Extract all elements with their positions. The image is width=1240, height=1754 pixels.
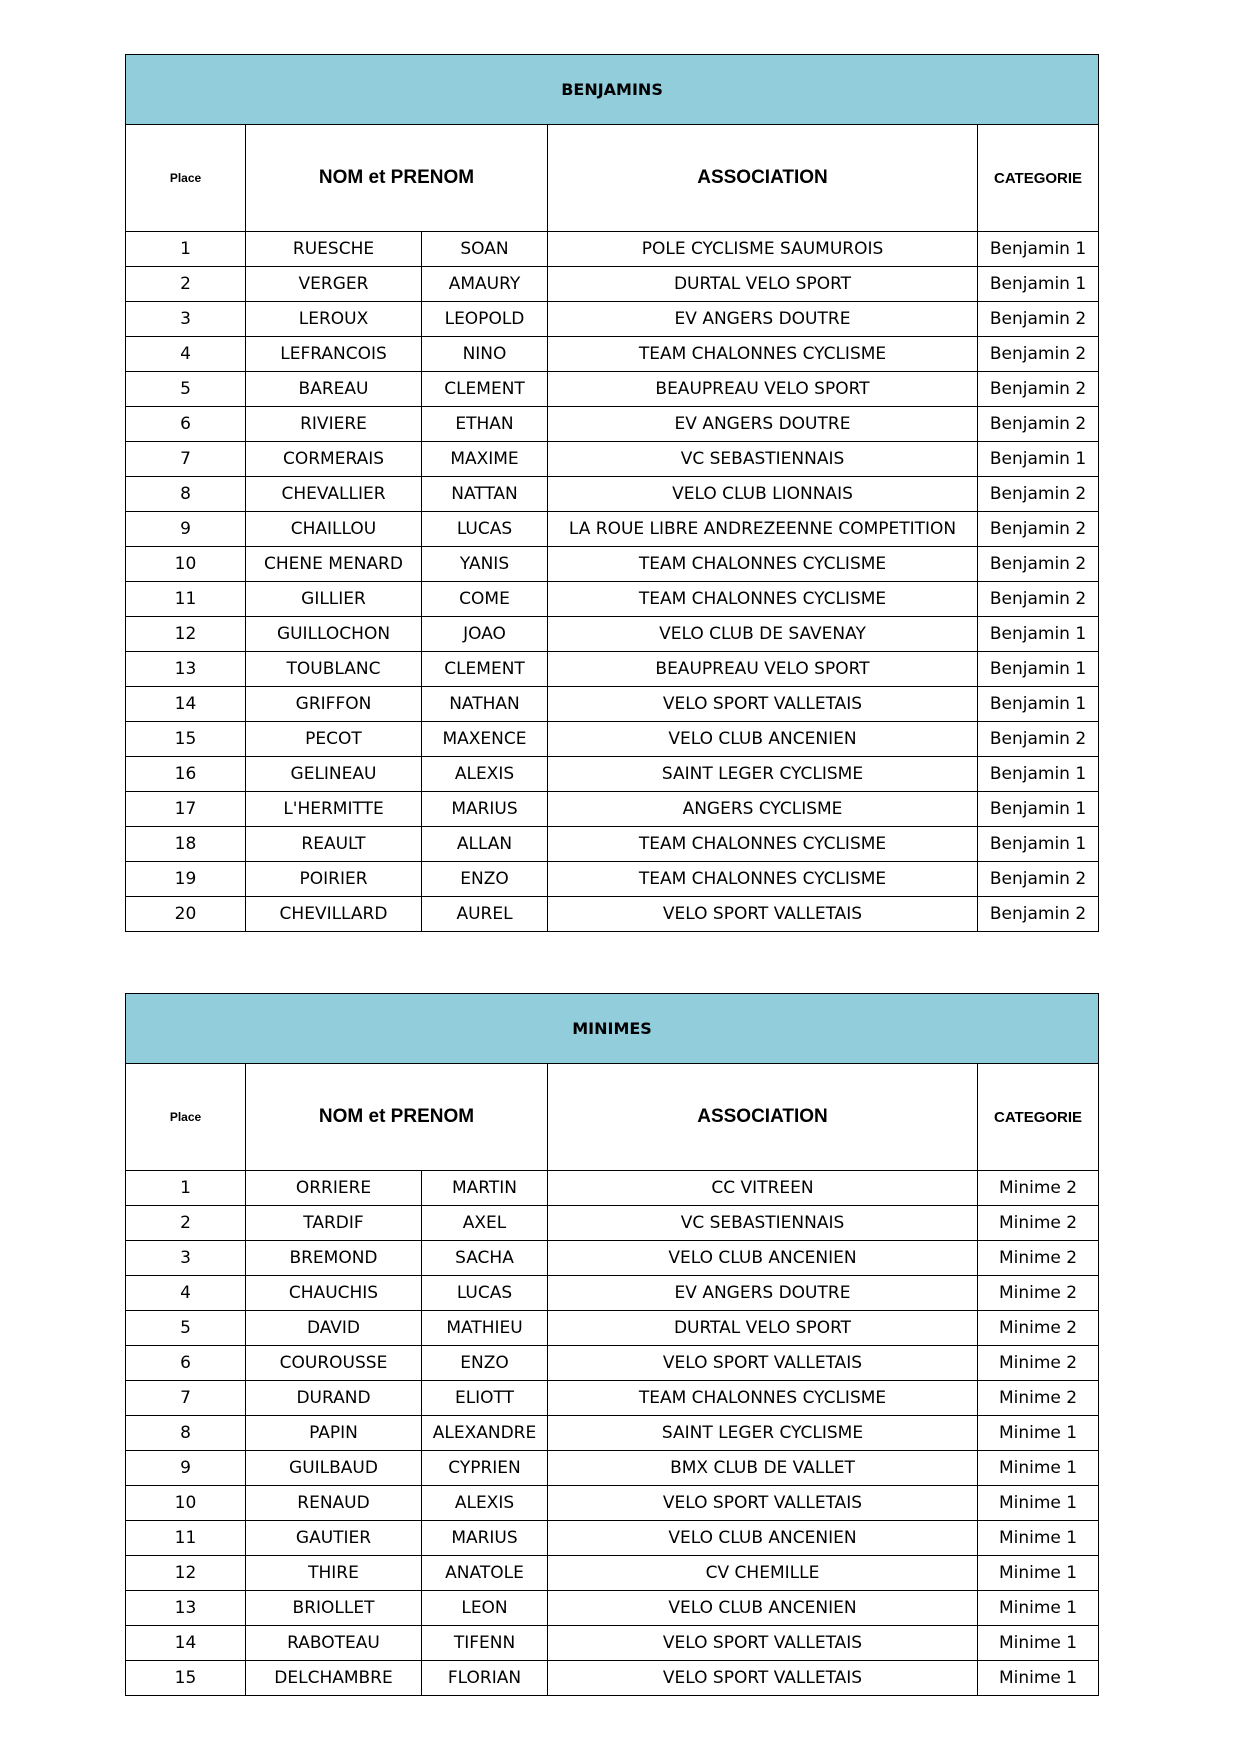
place-cell: 13 xyxy=(126,1591,246,1626)
association-cell: CC VITREEN xyxy=(548,1171,978,1206)
place-cell: 4 xyxy=(126,1276,246,1311)
table-row xyxy=(126,267,1099,302)
prenom-cell: ALEXIS xyxy=(422,757,548,792)
association-cell: ANGERS CYCLISME xyxy=(548,792,978,827)
nom-prenom-header: NOM et PRENOM xyxy=(246,1064,548,1171)
table-row xyxy=(126,1661,1099,1696)
table-row xyxy=(126,757,1099,792)
nom-cell: ORRIERE xyxy=(246,1171,422,1206)
place-cell: 5 xyxy=(126,1311,246,1346)
prenom-cell: LEON xyxy=(422,1591,548,1626)
table-row xyxy=(126,722,1099,757)
nom-cell: RIVIERE xyxy=(246,407,422,442)
categorie-cell: Benjamin 2 xyxy=(978,372,1099,407)
prenom-cell: TIFENN xyxy=(422,1626,548,1661)
nom-cell: THIRE xyxy=(246,1556,422,1591)
categorie-cell: Minime 1 xyxy=(978,1416,1099,1451)
categorie-cell: Benjamin 1 xyxy=(978,792,1099,827)
prenom-cell: AMAURY xyxy=(422,267,548,302)
place-cell: 5 xyxy=(126,372,246,407)
association-cell: VC SEBASTIENNAIS xyxy=(548,1206,978,1241)
nom-cell: TOUBLANC xyxy=(246,652,422,687)
association-cell: BMX CLUB DE VALLET xyxy=(548,1451,978,1486)
categorie-cell: Benjamin 1 xyxy=(978,827,1099,862)
association-cell: LA ROUE LIBRE ANDREZEENNE COMPETITION xyxy=(548,512,978,547)
place-cell: 6 xyxy=(126,1346,246,1381)
categorie-cell: Minime 1 xyxy=(978,1591,1099,1626)
nom-cell: VERGER xyxy=(246,267,422,302)
association-cell: TEAM CHALONNES CYCLISME xyxy=(548,1381,978,1416)
association-cell: VELO SPORT VALLETAIS xyxy=(548,1486,978,1521)
nom-cell: CHAILLOU xyxy=(246,512,422,547)
nom-cell: POIRIER xyxy=(246,862,422,897)
minimes-table xyxy=(125,993,1099,1696)
prenom-cell: MATHIEU xyxy=(422,1311,548,1346)
place-cell: 3 xyxy=(126,302,246,337)
categorie-cell: Minime 1 xyxy=(978,1486,1099,1521)
place-cell: 19 xyxy=(126,862,246,897)
nom-cell: COUROUSSE xyxy=(246,1346,422,1381)
prenom-cell: CYPRIEN xyxy=(422,1451,548,1486)
table-row xyxy=(126,1276,1099,1311)
table-row xyxy=(126,1206,1099,1241)
association-cell: POLE CYCLISME SAUMUROIS xyxy=(548,232,978,267)
table-row xyxy=(126,302,1099,337)
table-row xyxy=(126,1451,1099,1486)
prenom-cell: SOAN xyxy=(422,232,548,267)
nom-cell: BREMOND xyxy=(246,1241,422,1276)
categorie-cell: Benjamin 1 xyxy=(978,617,1099,652)
benjamins-table xyxy=(125,54,1099,932)
prenom-cell: NINO xyxy=(422,337,548,372)
table-row xyxy=(126,232,1099,267)
nom-cell: CHENE MENARD xyxy=(246,547,422,582)
association-cell: DURTAL VELO SPORT xyxy=(548,1311,978,1346)
nom-cell: RABOTEAU xyxy=(246,1626,422,1661)
table-row xyxy=(126,1311,1099,1346)
categorie-cell: Minime 2 xyxy=(978,1381,1099,1416)
association-cell: EV ANGERS DOUTRE xyxy=(548,1276,978,1311)
association-cell: EV ANGERS DOUTRE xyxy=(548,302,978,337)
table-row xyxy=(126,827,1099,862)
prenom-cell: MARTIN xyxy=(422,1171,548,1206)
association-header: ASSOCIATION xyxy=(548,1064,978,1171)
nom-cell: CHEVALLIER xyxy=(246,477,422,512)
association-cell: EV ANGERS DOUTRE xyxy=(548,407,978,442)
categorie-cell: Benjamin 2 xyxy=(978,582,1099,617)
categorie-cell: Benjamin 2 xyxy=(978,407,1099,442)
association-cell: TEAM CHALONNES CYCLISME xyxy=(548,337,978,372)
table-row xyxy=(126,407,1099,442)
table-row xyxy=(126,1346,1099,1381)
place-cell: 18 xyxy=(126,827,246,862)
prenom-cell: ANATOLE xyxy=(422,1556,548,1591)
nom-cell: LEROUX xyxy=(246,302,422,337)
nom-cell: GELINEAU xyxy=(246,757,422,792)
table-row xyxy=(126,337,1099,372)
place-cell: 11 xyxy=(126,1521,246,1556)
prenom-cell: ENZO xyxy=(422,1346,548,1381)
table-row xyxy=(126,687,1099,722)
association-cell: VELO SPORT VALLETAIS xyxy=(548,897,978,932)
nom-cell: PECOT xyxy=(246,722,422,757)
place-cell: 6 xyxy=(126,407,246,442)
place-cell: 8 xyxy=(126,477,246,512)
categorie-cell: Benjamin 1 xyxy=(978,757,1099,792)
nom-cell: CHAUCHIS xyxy=(246,1276,422,1311)
association-cell: VELO CLUB ANCENIEN xyxy=(548,1521,978,1556)
categorie-cell: Benjamin 2 xyxy=(978,547,1099,582)
table-row xyxy=(126,1381,1099,1416)
prenom-cell: MARIUS xyxy=(422,792,548,827)
table-row xyxy=(126,862,1099,897)
prenom-cell: ALLAN xyxy=(422,827,548,862)
categorie-cell: Benjamin 2 xyxy=(978,337,1099,372)
categorie-cell: Minime 2 xyxy=(978,1311,1099,1346)
nom-prenom-header: NOM et PRENOM xyxy=(246,125,548,232)
prenom-cell: COME xyxy=(422,582,548,617)
prenom-cell: AXEL xyxy=(422,1206,548,1241)
place-cell: 14 xyxy=(126,687,246,722)
nom-cell: DAVID xyxy=(246,1311,422,1346)
prenom-cell: NATTAN xyxy=(422,477,548,512)
prenom-cell: ENZO xyxy=(422,862,548,897)
place-cell: 1 xyxy=(126,232,246,267)
categorie-cell: Benjamin 1 xyxy=(978,442,1099,477)
place-cell: 16 xyxy=(126,757,246,792)
association-cell: CV CHEMILLE xyxy=(548,1556,978,1591)
prenom-cell: FLORIAN xyxy=(422,1661,548,1696)
prenom-cell: MAXENCE xyxy=(422,722,548,757)
categorie-cell: Benjamin 2 xyxy=(978,897,1099,932)
association-cell: VELO CLUB ANCENIEN xyxy=(548,722,978,757)
nom-cell: L'HERMITTE xyxy=(246,792,422,827)
section-title: BENJAMINS xyxy=(126,55,1099,125)
association-cell: VC SEBASTIENNAIS xyxy=(548,442,978,477)
header-row xyxy=(126,125,1099,232)
table-row xyxy=(126,652,1099,687)
categorie-cell: Benjamin 2 xyxy=(978,477,1099,512)
nom-cell: GUILBAUD xyxy=(246,1451,422,1486)
categorie-cell: Benjamin 1 xyxy=(978,652,1099,687)
prenom-cell: YANIS xyxy=(422,547,548,582)
association-cell: BEAUPREAU VELO SPORT xyxy=(548,652,978,687)
table-row xyxy=(126,547,1099,582)
prenom-cell: ELIOTT xyxy=(422,1381,548,1416)
nom-cell: DELCHAMBRE xyxy=(246,1661,422,1696)
prenom-cell: ALEXANDRE xyxy=(422,1416,548,1451)
table-row xyxy=(126,1591,1099,1626)
categorie-cell: Minime 2 xyxy=(978,1241,1099,1276)
association-cell: TEAM CHALONNES CYCLISME xyxy=(548,547,978,582)
categorie-cell: Benjamin 1 xyxy=(978,687,1099,722)
prenom-cell: LUCAS xyxy=(422,1276,548,1311)
table-row xyxy=(126,1486,1099,1521)
association-cell: VELO SPORT VALLETAIS xyxy=(548,687,978,722)
nom-cell: GAUTIER xyxy=(246,1521,422,1556)
association-cell: VELO SPORT VALLETAIS xyxy=(548,1626,978,1661)
prenom-cell: CLEMENT xyxy=(422,372,548,407)
association-header: ASSOCIATION xyxy=(548,125,978,232)
nom-cell: RENAUD xyxy=(246,1486,422,1521)
association-cell: BEAUPREAU VELO SPORT xyxy=(548,372,978,407)
nom-cell: CHEVILLARD xyxy=(246,897,422,932)
nom-cell: REAULT xyxy=(246,827,422,862)
association-cell: SAINT LEGER CYCLISME xyxy=(548,757,978,792)
prenom-cell: NATHAN xyxy=(422,687,548,722)
nom-cell: PAPIN xyxy=(246,1416,422,1451)
place-cell: 20 xyxy=(126,897,246,932)
association-cell: VELO CLUB ANCENIEN xyxy=(548,1591,978,1626)
prenom-cell: JOAO xyxy=(422,617,548,652)
association-cell: DURTAL VELO SPORT xyxy=(548,267,978,302)
nom-cell: CORMERAIS xyxy=(246,442,422,477)
place-cell: 17 xyxy=(126,792,246,827)
table-row xyxy=(126,792,1099,827)
table-row xyxy=(126,617,1099,652)
place-cell: 12 xyxy=(126,617,246,652)
association-cell: VELO CLUB DE SAVENAY xyxy=(548,617,978,652)
categorie-cell: Minime 2 xyxy=(978,1206,1099,1241)
categorie-cell: Benjamin 1 xyxy=(978,267,1099,302)
categorie-cell: Benjamin 2 xyxy=(978,512,1099,547)
categorie-cell: Benjamin 2 xyxy=(978,722,1099,757)
nom-cell: LEFRANCOIS xyxy=(246,337,422,372)
header-row xyxy=(126,1064,1099,1171)
nom-cell: TARDIF xyxy=(246,1206,422,1241)
table-row xyxy=(126,512,1099,547)
association-cell: TEAM CHALONNES CYCLISME xyxy=(548,827,978,862)
table-row xyxy=(126,1171,1099,1206)
place-cell: 15 xyxy=(126,1661,246,1696)
place-cell: 8 xyxy=(126,1416,246,1451)
place-header: Place xyxy=(126,1064,246,1171)
association-cell: VELO SPORT VALLETAIS xyxy=(548,1346,978,1381)
place-cell: 9 xyxy=(126,512,246,547)
table-row xyxy=(126,372,1099,407)
association-cell: VELO CLUB LIONNAIS xyxy=(548,477,978,512)
categorie-header: CATEGORIE xyxy=(978,1064,1099,1171)
place-cell: 14 xyxy=(126,1626,246,1661)
table-row xyxy=(126,1521,1099,1556)
categorie-cell: Benjamin 1 xyxy=(978,232,1099,267)
table-row xyxy=(126,582,1099,617)
place-cell: 10 xyxy=(126,1486,246,1521)
categorie-cell: Minime 1 xyxy=(978,1626,1099,1661)
prenom-cell: MARIUS xyxy=(422,1521,548,1556)
place-cell: 1 xyxy=(126,1171,246,1206)
nom-cell: GUILLOCHON xyxy=(246,617,422,652)
association-cell: TEAM CHALONNES CYCLISME xyxy=(548,862,978,897)
place-cell: 2 xyxy=(126,1206,246,1241)
categorie-cell: Minime 1 xyxy=(978,1556,1099,1591)
benjamins-rows xyxy=(126,232,1099,932)
place-cell: 13 xyxy=(126,652,246,687)
categorie-header: CATEGORIE xyxy=(978,125,1099,232)
prenom-cell: SACHA xyxy=(422,1241,548,1276)
categorie-cell: Minime 1 xyxy=(978,1521,1099,1556)
prenom-cell: MAXIME xyxy=(422,442,548,477)
nom-cell: GRIFFON xyxy=(246,687,422,722)
nom-cell: RUESCHE xyxy=(246,232,422,267)
place-header: Place xyxy=(126,125,246,232)
place-cell: 4 xyxy=(126,337,246,372)
prenom-cell: ETHAN xyxy=(422,407,548,442)
place-cell: 7 xyxy=(126,1381,246,1416)
minimes-rows xyxy=(126,1171,1099,1696)
nom-cell: BRIOLLET xyxy=(246,1591,422,1626)
nom-cell: GILLIER xyxy=(246,582,422,617)
categorie-cell: Minime 2 xyxy=(978,1276,1099,1311)
categorie-cell: Minime 1 xyxy=(978,1661,1099,1696)
section-title: MINIMES xyxy=(126,994,1099,1064)
nom-cell: DURAND xyxy=(246,1381,422,1416)
association-cell: VELO SPORT VALLETAIS xyxy=(548,1661,978,1696)
association-cell: VELO CLUB ANCENIEN xyxy=(548,1241,978,1276)
association-cell: SAINT LEGER CYCLISME xyxy=(548,1416,978,1451)
place-cell: 2 xyxy=(126,267,246,302)
prenom-cell: AUREL xyxy=(422,897,548,932)
association-cell: TEAM CHALONNES CYCLISME xyxy=(548,582,978,617)
prenom-cell: LUCAS xyxy=(422,512,548,547)
table-row xyxy=(126,1241,1099,1276)
place-cell: 15 xyxy=(126,722,246,757)
table-row xyxy=(126,1416,1099,1451)
place-cell: 7 xyxy=(126,442,246,477)
categorie-cell: Benjamin 2 xyxy=(978,302,1099,337)
table-row xyxy=(126,897,1099,932)
categorie-cell: Benjamin 2 xyxy=(978,862,1099,897)
categorie-cell: Minime 1 xyxy=(978,1451,1099,1486)
place-cell: 10 xyxy=(126,547,246,582)
place-cell: 9 xyxy=(126,1451,246,1486)
table-row xyxy=(126,1626,1099,1661)
nom-cell: BAREAU xyxy=(246,372,422,407)
prenom-cell: ALEXIS xyxy=(422,1486,548,1521)
place-cell: 12 xyxy=(126,1556,246,1591)
table-row xyxy=(126,1556,1099,1591)
categorie-cell: Minime 2 xyxy=(978,1346,1099,1381)
prenom-cell: LEOPOLD xyxy=(422,302,548,337)
prenom-cell: CLEMENT xyxy=(422,652,548,687)
table-row xyxy=(126,477,1099,512)
table-row xyxy=(126,442,1099,477)
categorie-cell: Minime 2 xyxy=(978,1171,1099,1206)
place-cell: 3 xyxy=(126,1241,246,1276)
place-cell: 11 xyxy=(126,582,246,617)
